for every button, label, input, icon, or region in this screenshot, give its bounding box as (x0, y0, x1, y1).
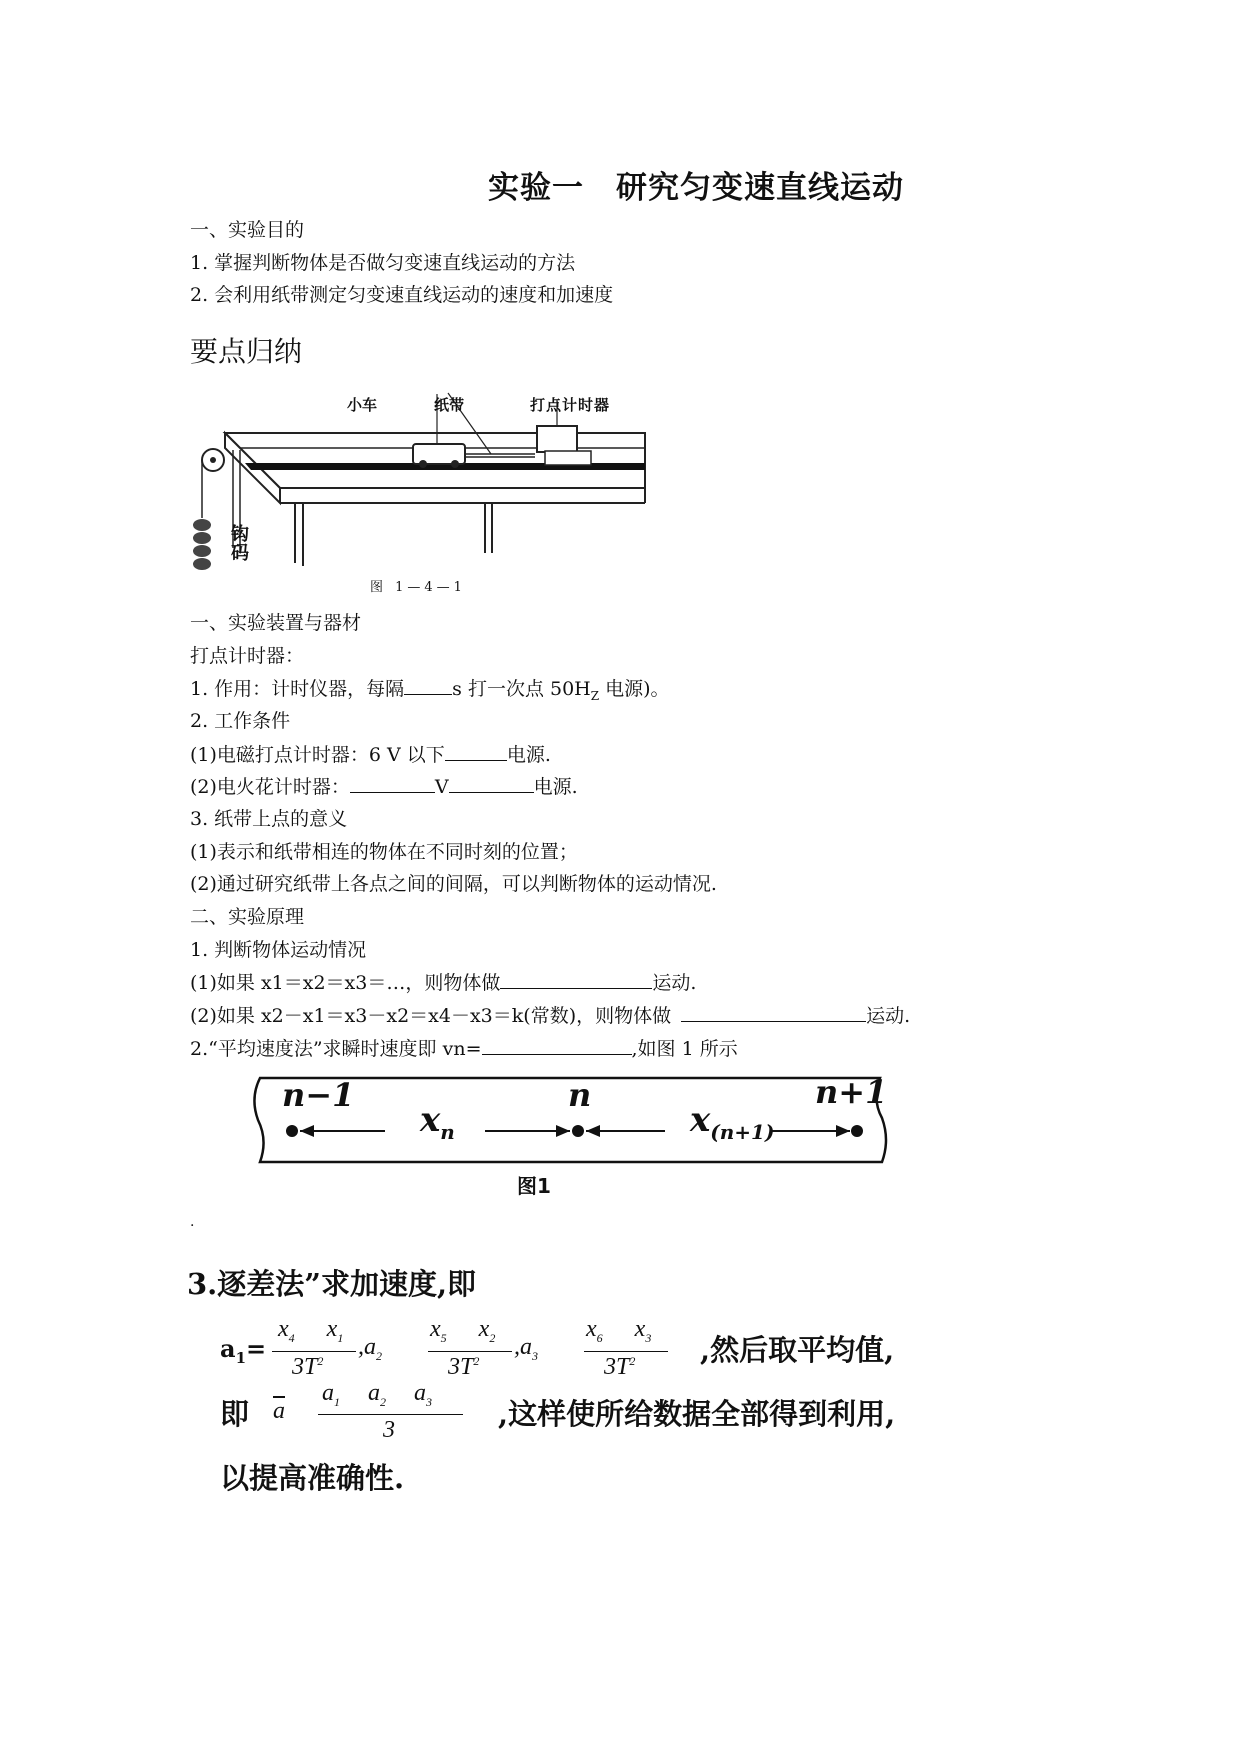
equipment-item-3-1: (1)表示和纸带相连的物体在不同时刻的位置； (190, 841, 578, 863)
blank-voltage (350, 774, 435, 793)
label-car: 小车 (347, 396, 378, 414)
blank-interval (404, 676, 452, 695)
tape-label-right: n+1 (815, 1073, 888, 1111)
equipment-heading: 一、实验装置与器材 (190, 612, 362, 634)
principle-item-1-2: (2)如果 x2－x1＝x3－x2＝x4－x3＝k(常数)，则物体做 运动. (190, 1005, 911, 1027)
frac2-denominator: $3T^2$ (448, 1354, 480, 1380)
apparatus-figure (185, 388, 665, 588)
purpose-item-1: 1. 掌握判断物体是否做匀变速直线运动的方法 (190, 252, 576, 274)
ji-text: 即 (220, 1397, 250, 1431)
purpose-heading: 一、实验目的 (190, 219, 305, 241)
principle-item-2: 2.“平均速度法”求瞬时速度即 vn= ,如图 1 所示 (190, 1038, 738, 1060)
frac3-numerator: $x_6$ $x_3$ (586, 1316, 652, 1345)
blank-motion-2 (681, 1003, 866, 1022)
avg-denominator: 3 (383, 1417, 395, 1443)
tape-label-mid: n (568, 1076, 592, 1114)
frac3-denominator: $3T^2$ (604, 1354, 636, 1380)
label-tape: 纸带 (434, 396, 465, 414)
page-title: 实验一 研究匀变速直线运动 (488, 170, 904, 206)
frac1-bar (272, 1351, 356, 1352)
blank-motion-1 (500, 970, 652, 989)
frac1-denominator: $3T^2$ (292, 1354, 324, 1380)
blank-source-type (445, 742, 507, 761)
principle-item-1-1: (1)如果 x1＝x2＝x3＝…，则物体做 运动. (190, 972, 697, 994)
a1-label: $a_1=$ (220, 1334, 267, 1367)
label-weight-1: 钩 (231, 524, 249, 545)
figure1-caption: 图 1—4—1 (370, 580, 466, 595)
equipment-item-2-2: (2)电火花计时器： V 电源. (190, 776, 578, 798)
accuracy-text: 以提高准确性. (220, 1461, 405, 1495)
dot-marker: · (190, 1218, 195, 1234)
a2-label: $,a_2$ (358, 1334, 382, 1363)
principle-heading: 二、实验原理 (190, 906, 305, 928)
equipment-item-3-2: (2)通过研究纸带上各点之间的间隔，可以判断物体的运动情况. (190, 873, 717, 895)
tape-label-left: n−1 (282, 1076, 355, 1114)
label-weight-2: 码 (231, 543, 249, 564)
blank-velocity (482, 1036, 632, 1055)
frac3-bar (584, 1351, 668, 1352)
avg-numerator: $a_1$ $a_2$ $a_3$ (322, 1380, 432, 1409)
purpose-item-2: 2. 会利用纸带测定匀变速直线运动的速度和加速度 (190, 284, 614, 306)
frac2-bar (428, 1351, 512, 1352)
tape-label-xn: $x_n$ (420, 1100, 455, 1144)
blank-source (449, 774, 534, 793)
frac1-numerator: $x_4$ $x_1$ (278, 1316, 344, 1345)
frac2-numerator: $x_5$ $x_2$ (430, 1316, 496, 1345)
tape-label-xn1: $x_{(n+1)}$ (690, 1100, 775, 1144)
summary-heading: 要点归纳 (190, 335, 303, 368)
avg-explanation: ,这样使所给数据全部得到利用, (498, 1397, 896, 1431)
principle-item-1: 1. 判断物体运动情况 (190, 939, 367, 961)
equipment-sub: 打点计时器： (190, 645, 305, 667)
diff-heading: 3.逐差法”求加速度,即 (187, 1267, 477, 1301)
equipment-item-1: 1. 作用：计时仪器，每隔 s 打一次点 $50H_Z$ 电源)。 (190, 678, 670, 703)
equipment-item-3: 3. 纸带上点的意义 (190, 808, 348, 830)
a3-label: $,a_3$ (514, 1334, 538, 1363)
figure2-caption: 图1 (517, 1174, 551, 1198)
avg-bar (318, 1414, 463, 1415)
label-timer: 打点计时器 (530, 396, 611, 414)
then-average-text: ,然后取平均值, (700, 1333, 895, 1367)
abar-symbol: $\overline{a}$ (273, 1398, 285, 1424)
equipment-item-2: 2. 工作条件 (190, 710, 291, 732)
equipment-item-2-1: (1)电磁打点计时器：6 V 以下 电源. (190, 744, 551, 766)
